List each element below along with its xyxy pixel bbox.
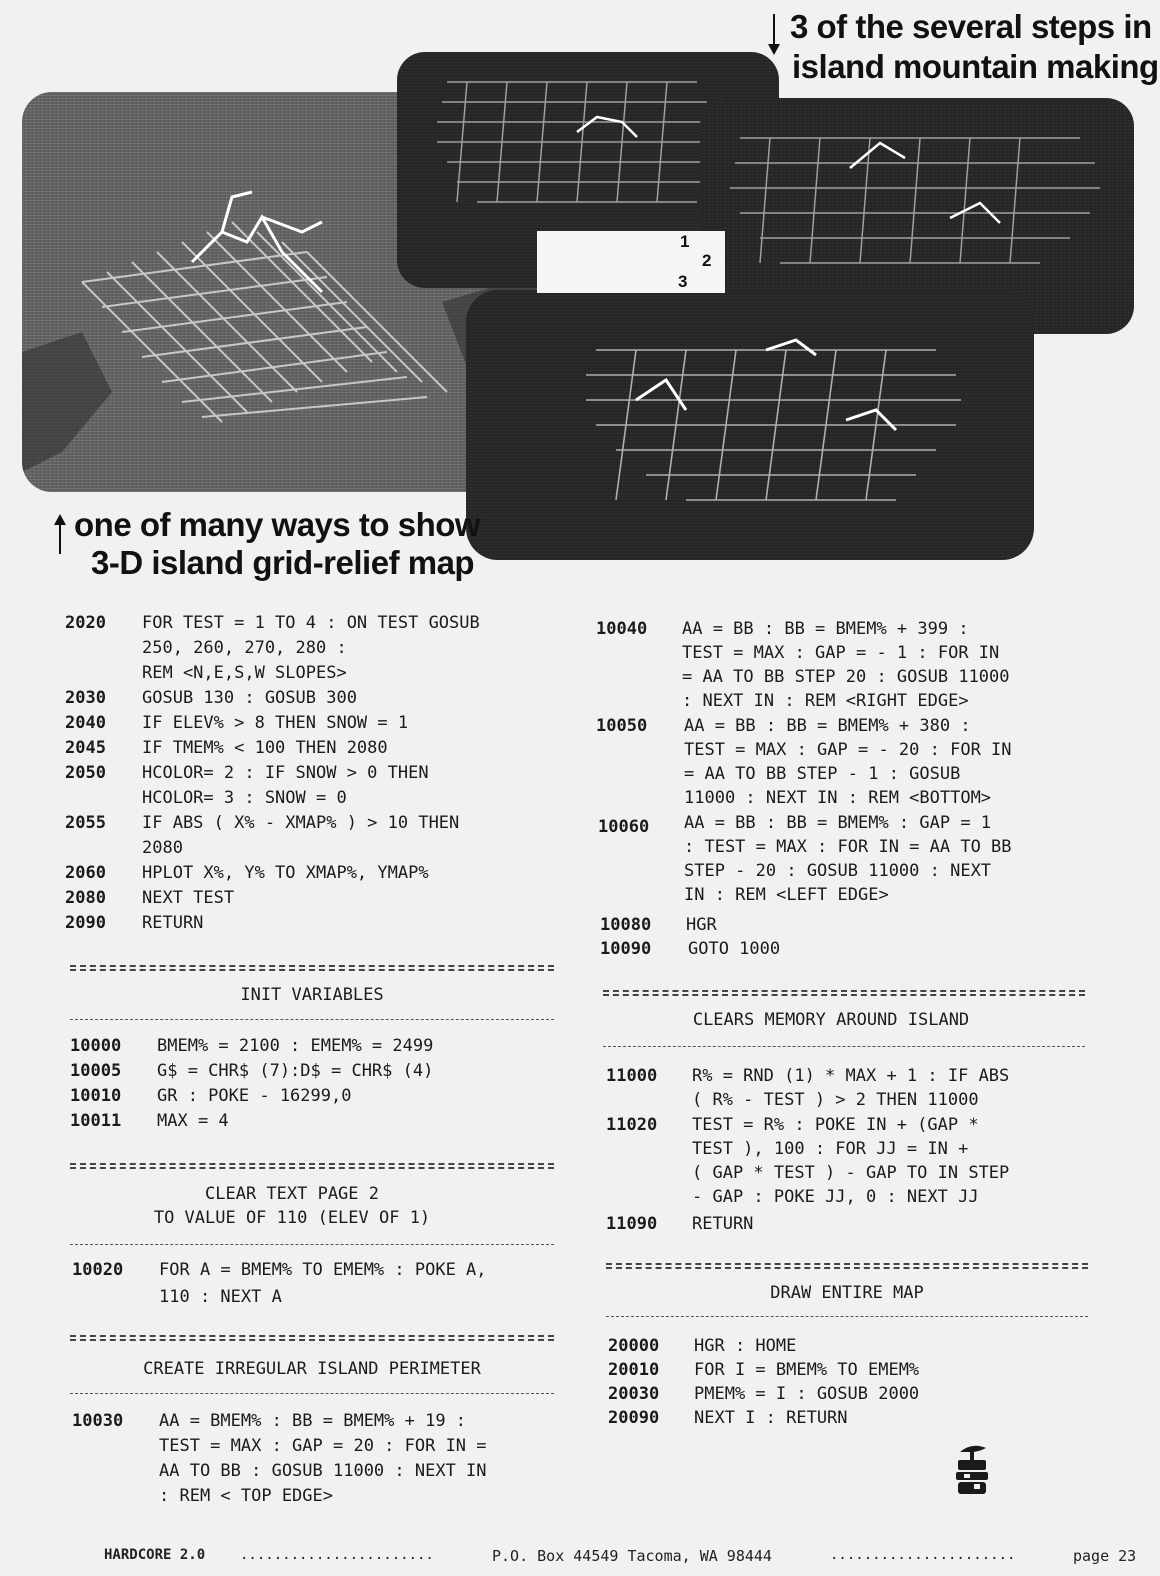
- line-number: 2055: [65, 813, 106, 833]
- code-line: PMEM% = I : GOSUB 2000: [694, 1384, 920, 1404]
- code-line: TEST = MAX : GAP = 20 : FOR IN =: [159, 1436, 487, 1456]
- line-number: 2050: [65, 763, 106, 783]
- line-number: 2030: [65, 688, 106, 708]
- section-divider: [70, 1163, 554, 1169]
- code-line: 250, 260, 270, 280 :: [142, 638, 347, 658]
- line-number: 11020: [606, 1115, 658, 1135]
- section-divider: [606, 1263, 1088, 1269]
- code-line: TEST = R% : POKE IN + (GAP *: [692, 1115, 979, 1135]
- line-number: 10000: [70, 1036, 122, 1056]
- code-line: 11000 : NEXT IN : REM <BOTTOM>: [684, 788, 992, 808]
- code-line: HGR : HOME: [694, 1336, 797, 1356]
- line-number: 10040: [596, 619, 648, 639]
- code-line: GR : POKE - 16299,0: [157, 1086, 352, 1106]
- code-line: NEXT I : RETURN: [694, 1408, 848, 1428]
- footer-page-number: page 23: [1073, 1547, 1137, 1565]
- code-line: : REM < TOP EDGE>: [159, 1486, 333, 1506]
- line-number: 2020: [65, 613, 106, 633]
- caption-map-line2: 3-D island grid-relief map: [91, 544, 475, 581]
- line-number: 10080: [600, 915, 652, 935]
- step-number-box: [537, 231, 725, 293]
- section-rule: [603, 1046, 1085, 1047]
- code-line: GOTO 1000: [688, 939, 781, 959]
- step-number-2: 2: [702, 251, 712, 270]
- line-number: 2060: [65, 863, 106, 883]
- code-line: = AA TO BB STEP 20 : GOSUB 11000: [682, 667, 1010, 687]
- code-line: IF TMEM% < 100 THEN 2080: [142, 738, 388, 758]
- code-line: HPLOT X%, Y% TO XMAP%, YMAP%: [142, 863, 429, 883]
- line-number: 2090: [65, 913, 106, 933]
- apple-logo-icon: [952, 1440, 992, 1498]
- caption-steps-line2: island mountain making: [792, 48, 1159, 85]
- arrow-up-icon: [52, 514, 68, 554]
- section-divider: [70, 965, 554, 971]
- line-number: 11090: [606, 1214, 658, 1234]
- code-line: AA TO BB : GOSUB 11000 : NEXT IN: [159, 1461, 487, 1481]
- code-line: MAX = 4: [157, 1111, 229, 1131]
- caption-steps-line1: 3 of the several steps in: [790, 8, 1152, 45]
- arrow-down-icon: [766, 14, 782, 56]
- code-line: ( GAP * TEST ) - GAP TO IN STEP: [692, 1163, 1010, 1183]
- footer-dots-right: ......................: [830, 1547, 1016, 1563]
- code-line: AA = BB : BB = BMEM% + 380 :: [684, 716, 971, 736]
- footer-publication: HARDCORE 2.0: [104, 1547, 206, 1563]
- section-rule: [70, 1393, 554, 1394]
- code-line: IF ELEV% > 8 THEN SNOW = 1: [142, 713, 409, 733]
- section-title-clear-text-2: TO VALUE OF 110 (ELEV OF 1): [153, 1208, 431, 1228]
- code-line: G$ = CHR$ (7):D$ = CHR$ (4): [157, 1061, 434, 1081]
- footer-dots-left: .......................: [240, 1547, 434, 1563]
- section-title-clears-memory: CLEARS MEMORY AROUND ISLAND: [692, 1010, 970, 1030]
- line-number: 20000: [608, 1336, 660, 1356]
- code-line: RETURN: [692, 1214, 754, 1234]
- code-line: 110 : NEXT A: [159, 1287, 282, 1307]
- line-number: 2045: [65, 738, 106, 758]
- code-line: 2080: [142, 838, 183, 858]
- caption-map-line1: one of many ways to show: [74, 506, 481, 543]
- line-number: 20030: [608, 1384, 660, 1404]
- screenshot-step-3: [466, 290, 1034, 560]
- code-line: TEST = MAX : GAP = - 20 : FOR IN: [684, 740, 1012, 760]
- line-number: 2080: [65, 888, 106, 908]
- section-divider: [603, 990, 1085, 996]
- section-rule: [70, 1019, 554, 1020]
- line-number: 10020: [72, 1260, 124, 1280]
- line-number: 10060: [598, 817, 650, 837]
- section-title-init-variables: INIT VARIABLES: [240, 985, 384, 1005]
- code-line: IF ABS ( X% - XMAP% ) > 10 THEN: [142, 813, 460, 833]
- code-line: NEXT TEST: [142, 888, 235, 908]
- code-line: : TEST = MAX : FOR IN = AA TO BB: [684, 837, 1012, 857]
- code-line: - GAP : POKE JJ, 0 : NEXT JJ: [692, 1187, 979, 1207]
- code-line: FOR A = BMEM% TO EMEM% : POKE A,: [159, 1260, 487, 1280]
- line-number: 10090: [600, 939, 652, 959]
- code-line: FOR TEST = 1 TO 4 : ON TEST GOSUB: [142, 613, 480, 633]
- code-line: HCOLOR= 2 : IF SNOW > 0 THEN: [142, 763, 429, 783]
- line-number: 10030: [72, 1411, 124, 1431]
- section-title-draw-map: DRAW ENTIRE MAP: [770, 1283, 924, 1303]
- code-line: R% = RND (1) * MAX + 1 : IF ABS: [692, 1066, 1010, 1086]
- step-number-3: 3: [678, 272, 688, 291]
- line-number: 20090: [608, 1408, 660, 1428]
- code-line: ( R% - TEST ) > 2 THEN 11000: [692, 1090, 979, 1110]
- code-line: STEP - 20 : GOSUB 11000 : NEXT: [684, 861, 992, 881]
- code-line: IN : REM <LEFT EDGE>: [684, 885, 889, 905]
- line-number: 10005: [70, 1061, 122, 1081]
- code-line: REM <N,E,S,W SLOPES>: [142, 663, 347, 683]
- line-number: 2040: [65, 713, 106, 733]
- line-number: 10010: [70, 1086, 122, 1106]
- code-line: TEST ), 100 : FOR JJ = IN +: [692, 1139, 969, 1159]
- code-line: = AA TO BB STEP - 1 : GOSUB: [684, 764, 961, 784]
- section-divider: [70, 1335, 554, 1341]
- section-title-clear-text: CLEAR TEXT PAGE 2: [205, 1184, 379, 1204]
- line-number: 11000: [606, 1066, 658, 1086]
- footer-address: P.O. Box 44549 Tacoma, WA 98444: [492, 1547, 772, 1565]
- code-line: GOSUB 130 : GOSUB 300: [142, 688, 357, 708]
- code-line: HCOLOR= 3 : SNOW = 0: [142, 788, 347, 808]
- code-line: AA = BMEM% : BB = BMEM% + 19 :: [159, 1411, 467, 1431]
- section-rule: [606, 1316, 1088, 1317]
- line-number: 20010: [608, 1360, 660, 1380]
- code-line: BMEM% = 2100 : EMEM% = 2499: [157, 1036, 434, 1056]
- code-line: FOR I = BMEM% TO EMEM%: [694, 1360, 920, 1380]
- step-number-1: 1: [680, 232, 690, 251]
- section-rule: [70, 1244, 554, 1245]
- section-title-island-perimeter: CREATE IRREGULAR ISLAND PERIMETER: [143, 1359, 481, 1379]
- code-line: AA = BB : BB = BMEM% : GAP = 1: [684, 813, 992, 833]
- line-number: 10011: [70, 1111, 122, 1131]
- code-line: : NEXT IN : REM <RIGHT EDGE>: [682, 691, 969, 711]
- line-number: 10050: [596, 716, 648, 736]
- code-line: RETURN: [142, 913, 204, 933]
- code-line: AA = BB : BB = BMEM% + 399 :: [682, 619, 969, 639]
- code-line: HGR: [686, 915, 717, 935]
- code-line: TEST = MAX : GAP = - 1 : FOR IN: [682, 643, 1000, 663]
